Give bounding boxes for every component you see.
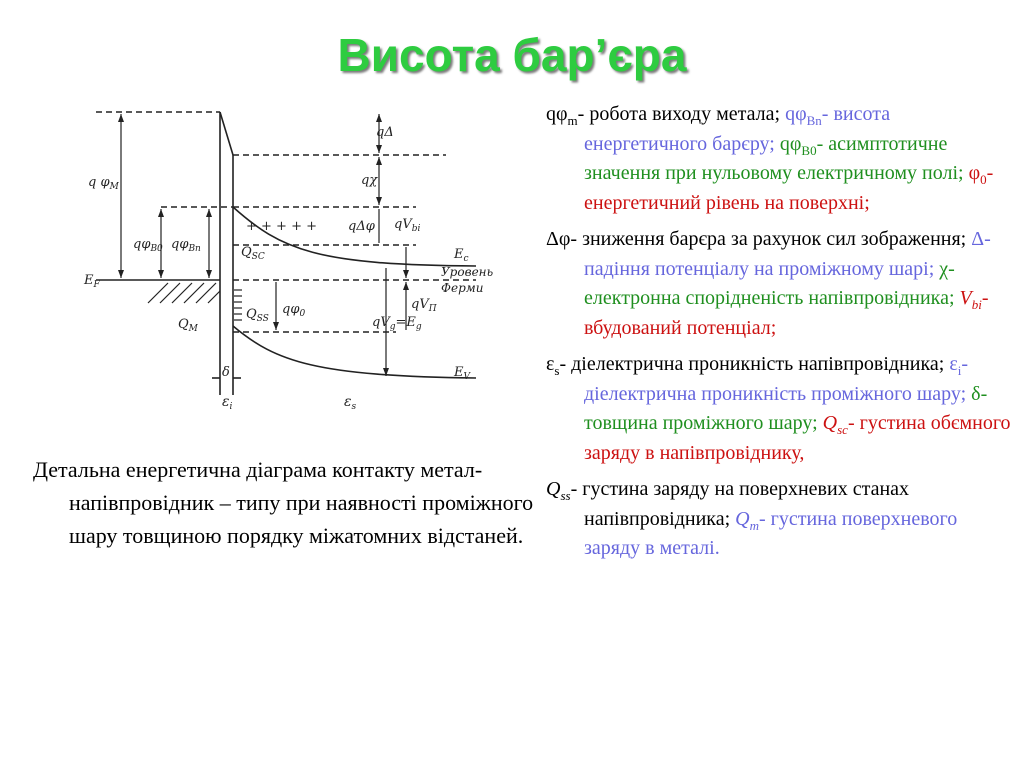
- definition-segment: - вбудований потенціал;: [584, 287, 989, 339]
- q-phi-bn-label: $q\varphi_{Bп}$: [171, 237, 201, 254]
- definition-segment: - густина обємного заряду в напівпровіднику,: [584, 412, 1011, 464]
- definition-paragraph: [546, 100, 1016, 218]
- definition-segment: Δ- падіння потенціалу на проміжному шарі;: [584, 228, 991, 280]
- definition-segment: qφ: [546, 103, 568, 125]
- e-f-label: $E_F$: [84, 273, 100, 290]
- definition-paragraph: [546, 350, 1016, 468]
- definition-segment: s: [554, 363, 560, 378]
- q-phi0-label: $q\varphi_0$: [282, 302, 306, 319]
- definition-segment: Q: [546, 478, 561, 500]
- q-dphi-label: qΔφ: [348, 219, 375, 234]
- definition-segment: i: [957, 363, 962, 378]
- e-v-label: $E_V$: [454, 365, 470, 382]
- definition-segment: δ- товщина проміжного шару;: [584, 382, 988, 434]
- definition-segment: m: [567, 113, 578, 128]
- definition-segment: 0: [980, 172, 987, 187]
- definition-segment: - висота енергетичного барєру;: [584, 103, 891, 155]
- energy-band-svg: [76, 100, 506, 430]
- q-m-label: $Q_M$: [178, 317, 198, 334]
- definition-segment: Q: [822, 412, 838, 434]
- fermi-level-label: Уровень: [441, 265, 494, 279]
- eps-s-label: $\varepsilon_s$: [344, 394, 357, 412]
- plus-signs: + + + + +: [246, 219, 317, 234]
- definition-segment: - густина поверхневого заряду в металі.: [584, 507, 958, 559]
- q-ss-label: $Q_{SS}$: [246, 307, 269, 324]
- definition-segment: φ: [968, 162, 981, 184]
- definitions-list: [546, 100, 1016, 571]
- definition-segment: m: [749, 517, 759, 533]
- definition-segment: bi: [971, 297, 982, 312]
- fermi-level-label-2: Ферми: [441, 281, 484, 295]
- definition-segment: qφ: [785, 103, 807, 125]
- definition-paragraph: [546, 225, 1016, 343]
- definition-segment: - діелектрична проникність проміжного шару;: [584, 353, 972, 405]
- q-phi-m-label: q $\varphi_M$: [88, 175, 119, 192]
- metal-hatching: [148, 283, 220, 303]
- definition-segment: - робота виходу метала;: [577, 103, 786, 125]
- delta-label: δ: [222, 365, 230, 380]
- definition-segment: - діелектрична проникність напівпровідника;: [559, 353, 950, 375]
- definition-segment: sc: [837, 422, 848, 437]
- conduction-band-curve: [233, 207, 476, 266]
- definition-segment: ε: [546, 353, 555, 375]
- q-delta-label: qΔ: [376, 125, 394, 140]
- eps-i-label: $\varepsilon_i$: [222, 394, 233, 412]
- definition-segment: Δφ- зниження барєра за рахунок сил зображення;: [546, 228, 972, 250]
- q-vg-label: $qV_g=E_g$: [372, 315, 422, 332]
- energy-band-diagram: [76, 100, 506, 430]
- definition-segment: Bn: [806, 113, 822, 128]
- q-chi-label: qχ: [361, 173, 378, 188]
- definition-segment: V: [959, 287, 972, 309]
- e-c-label: $E_c$: [454, 247, 469, 264]
- slide-title: Висота бар’єра: [337, 29, 687, 81]
- definition-segment: - густина заряду на поверхневих станах напівпровідника;: [570, 478, 910, 530]
- definition-segment: ss: [560, 488, 571, 503]
- q-sc-label: $Q_{SC}$: [241, 245, 265, 262]
- diagram-caption: Детальна енергетична діаграма контакту метал-напівпровідник – типу при наявності проміжного шару товщиною порядку міжатомних відстаней.: [33, 457, 534, 548]
- definition-segment: qφ: [779, 132, 802, 155]
- surface-states-hatching: [234, 290, 242, 320]
- definition-segment: - асимптотичне значення при нульовому електричному полі;: [584, 132, 969, 184]
- definition-segment: ε: [949, 353, 958, 375]
- definition-paragraph: [546, 475, 1016, 564]
- definition-segment: B0: [801, 142, 817, 158]
- q-phi-b0-label: $q\varphi_{B0}$: [133, 237, 163, 254]
- definition-segment: χ- електронна спорідненість напівпровідника;: [584, 257, 960, 309]
- definition-segment: Q: [735, 507, 750, 530]
- q-vn-label: $qV_П$: [411, 297, 437, 314]
- valence-band-curve: [233, 326, 476, 378]
- q-vbi-label: $qV_{bi}$: [394, 217, 421, 234]
- definition-segment: - енергетичний рівень на поверхні;: [584, 162, 994, 214]
